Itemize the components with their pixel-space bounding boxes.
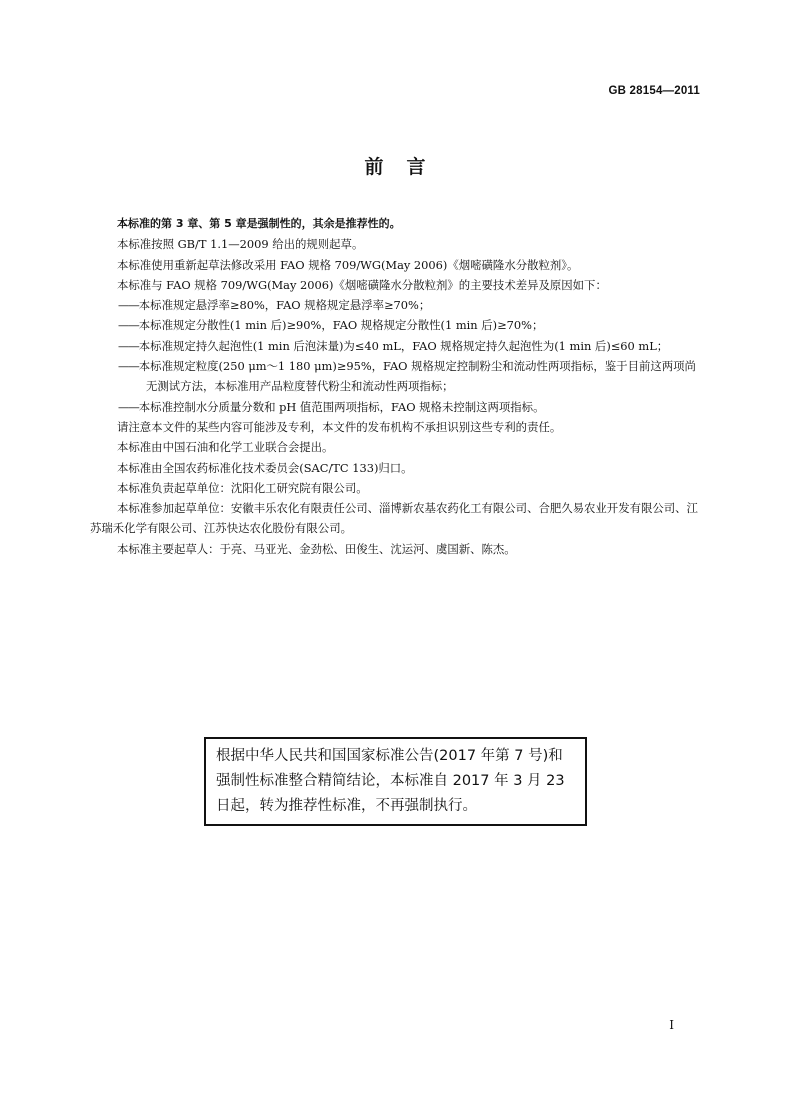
- difference-text: 本标准控制水分质量分数和 pH 值范围两项指标，FAO 规格未控制这两项指标。: [138, 399, 545, 414]
- difference-item: [90, 336, 704, 356]
- difference-item: [90, 356, 704, 397]
- dash-mark: ——: [118, 359, 139, 374]
- page-number: I: [669, 1018, 674, 1032]
- difference-text: 本标准规定持久起泡性(1 min 后泡沫量)为≤40 mL，FAO 规格规定持久起泡性为(1 min 后)≤60 mL；: [138, 338, 669, 353]
- dash-mark: ——: [118, 298, 139, 313]
- paragraph-drafting-rules: 本标准按照 GB/T 1.1—2009 给出的规则起草。: [117, 237, 364, 252]
- paragraph-mandatory-chapters: 本标准的第 3 章、第 5 章是强制性的，其余是推荐性的。: [117, 217, 401, 230]
- paragraph-patent-notice: 请注意本文件的某些内容可能涉及专利，本文件的发布机构不承担识别这些专利的责任。: [117, 419, 562, 434]
- paragraph-participating-drafters: 本标准参加起草单位：安徽丰乐农化有限责任公司、淄博新农基农药化工有限公司、合肥久易农业开发有限公司、江苏瑞禾化学有限公司、江苏快达农化股份有限公司。: [90, 501, 698, 536]
- difference-item: [90, 315, 704, 335]
- dash-mark: ——: [118, 399, 139, 414]
- difference-text: 本标准规定粒度(250 μm～1 180 μm)≥95%，FAO 规格规定控制粉尘和流动性两项指标，鉴于目前这两项尚无测试方法，本标准用产品粒度替代粉尘和流动性两项指标；: [138, 359, 696, 394]
- difference-text: 本标准规定悬浮率≥80%，FAO 规格规定悬浮率≥70%；: [138, 298, 431, 313]
- paragraph-lead-drafter: 本标准负责起草单位：沈阳化工研究院有限公司。: [117, 480, 368, 495]
- paragraph-committee: 本标准由全国农药标准化技术委员会(SAC/TC 133)归口。: [117, 460, 413, 475]
- difference-item: [90, 295, 704, 315]
- paragraph-differences-intro: 本标准与 FAO 规格 709/WG(May 2006)《烟嘧磺隆水分散粒剂》的主要技术差异及原因如下：: [117, 277, 607, 292]
- dash-mark: ——: [118, 318, 139, 333]
- paragraph-main-drafters: 本标准主要起草人：于亮、马亚光、金劲松、田俊生、沈运河、虞国新、陈杰。: [117, 541, 516, 556]
- dash-mark: ——: [118, 338, 139, 353]
- standard-number: GB 28154—2011: [608, 85, 700, 97]
- page-title: 前 言: [364, 156, 428, 178]
- status-notice-box: 根据中华人民共和国国家标准公告(2017 年第 7 号)和强制性标准整合精简结论，本标准自 2017 年 3 月 23 日起，转为推荐性标准，不再强制执行。: [204, 737, 587, 826]
- paragraph-adoption-method: 本标准使用重新起草法修改采用 FAO 规格 709/WG(May 2006)《烟嘧磺隆水分散粒剂》。: [117, 257, 579, 272]
- difference-item: [90, 397, 704, 417]
- foreword-body: [90, 214, 704, 559]
- paragraph-proposer: 本标准由中国石油和化学工业联合会提出。: [117, 440, 334, 455]
- difference-text: 本标准规定分散性(1 min 后)≥90%，FAO 规格规定分散性(1 min 后)≥70%；: [138, 318, 544, 333]
